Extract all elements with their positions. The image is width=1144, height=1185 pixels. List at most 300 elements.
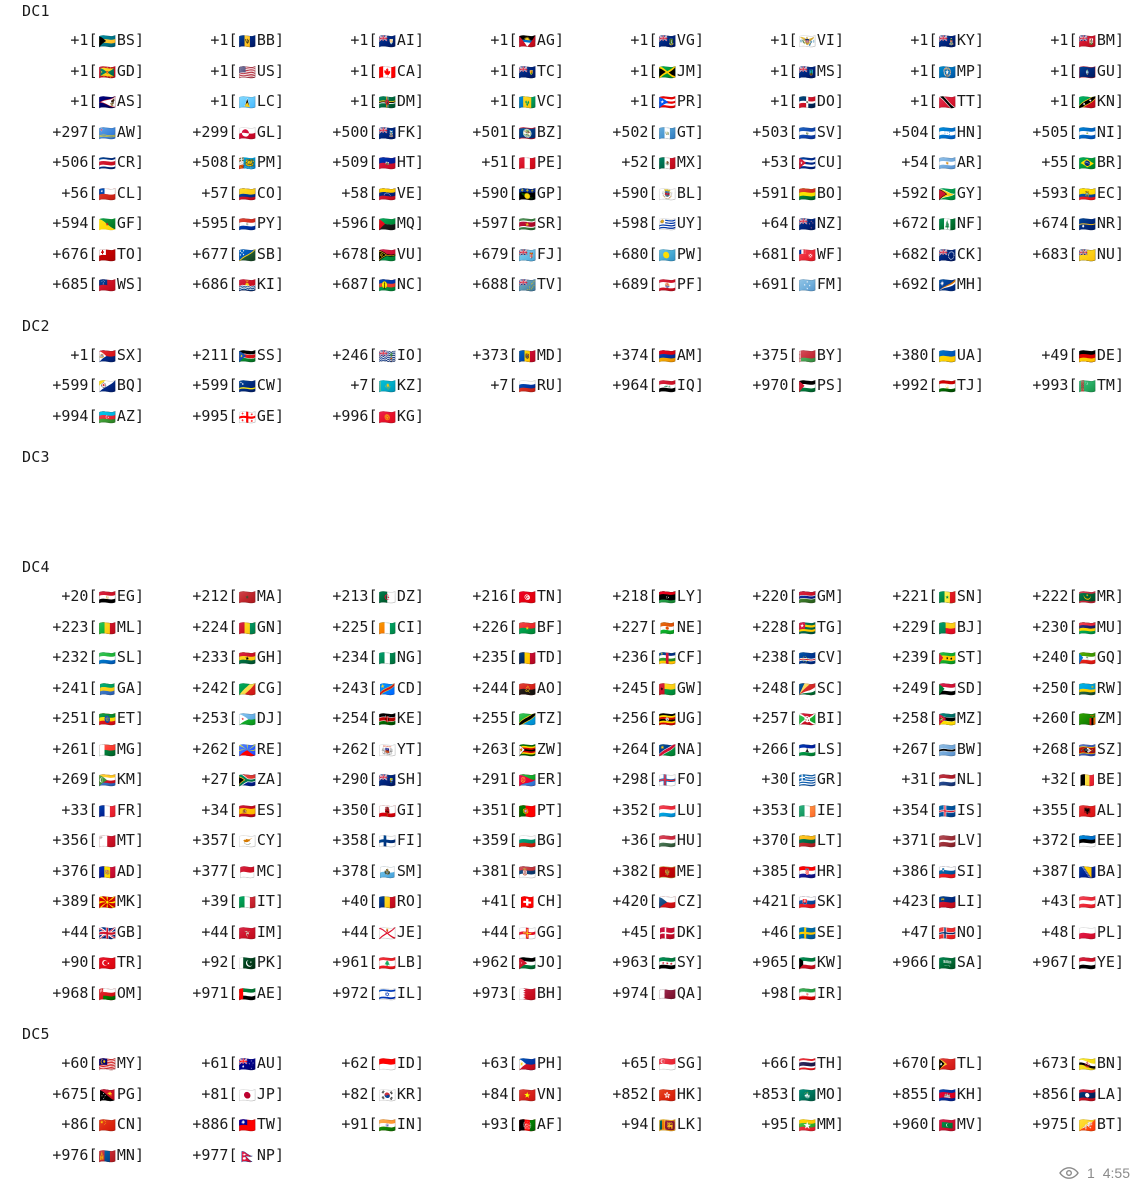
country-code-entry[interactable] — [582, 1110, 722, 1141]
country-code-entry[interactable] — [302, 1110, 442, 1141]
country-code-entry[interactable] — [162, 796, 302, 827]
bracket-open: [ — [368, 153, 378, 171]
bracket-open: [ — [508, 587, 518, 605]
country-code-entry[interactable] — [862, 240, 1002, 271]
country-code-entry[interactable] — [162, 341, 302, 372]
country-code-entry[interactable] — [302, 643, 442, 674]
country-code-entry[interactable] — [302, 371, 442, 402]
country-code-entry[interactable] — [22, 118, 162, 149]
country-code-entry[interactable] — [302, 1049, 442, 1080]
bracket-close: ] — [274, 92, 284, 110]
country-code-entry[interactable] — [582, 735, 722, 766]
bracket-open: [ — [88, 275, 98, 293]
bracket-close: ] — [694, 122, 704, 141]
country-code-entry[interactable] — [582, 87, 722, 118]
country-code-entry[interactable] — [722, 87, 862, 118]
country-code-entry[interactable] — [1002, 735, 1142, 766]
country-code-entry[interactable] — [22, 796, 162, 827]
country-code-entry[interactable] — [862, 918, 1002, 949]
view-count: 1 — [1086, 1165, 1095, 1181]
country-code-entry[interactable] — [862, 179, 1002, 210]
country-iso-code: YE — [1096, 953, 1115, 971]
country-code-entry[interactable] — [22, 918, 162, 949]
country-code-entry[interactable] — [162, 209, 302, 240]
bracket-close: ] — [414, 892, 424, 910]
bracket-open: [ — [648, 153, 658, 171]
country-code-entry[interactable] — [22, 704, 162, 735]
country-code-entry[interactable] — [302, 582, 442, 613]
country-code-entry[interactable] — [302, 796, 442, 827]
country-code-entry[interactable] — [862, 613, 1002, 644]
country-code-entry[interactable] — [302, 87, 442, 118]
bracket-open: [ — [228, 800, 238, 819]
country-code-entry[interactable] — [862, 270, 1002, 301]
country-code-entry[interactable] — [722, 240, 862, 271]
country-code-entry[interactable] — [442, 1049, 582, 1080]
country-iso-code: FO — [676, 770, 695, 788]
country-code-entry[interactable] — [862, 582, 1002, 613]
bracket-open: [ — [788, 861, 798, 880]
country-code-entry[interactable] — [442, 887, 582, 918]
country-code-entry[interactable] — [162, 735, 302, 766]
country-code-entry[interactable] — [1002, 826, 1142, 857]
country-flag-icon: 🇸🇱 — [98, 651, 116, 667]
country-code-entry[interactable] — [1002, 643, 1142, 674]
country-code-entry[interactable] — [302, 674, 442, 705]
country-code-entry[interactable] — [442, 118, 582, 149]
country-code-entry[interactable] — [582, 826, 722, 857]
country-code-entry[interactable] — [582, 371, 722, 402]
country-code-entry[interactable] — [1002, 371, 1142, 402]
country-code-entry[interactable] — [582, 240, 722, 271]
country-code-entry[interactable] — [862, 765, 1002, 796]
country-iso-code: MM — [816, 1115, 835, 1133]
country-code-entry[interactable] — [582, 341, 722, 372]
country-code-entry[interactable] — [1002, 582, 1142, 613]
country-code-entry[interactable] — [162, 643, 302, 674]
country-code-entry[interactable] — [1002, 1110, 1142, 1141]
country-iso-code: SK — [816, 892, 835, 910]
country-code-entry[interactable] — [162, 704, 302, 735]
country-code-entry[interactable] — [862, 735, 1002, 766]
country-code-entry[interactable] — [302, 704, 442, 735]
country-code-entry[interactable] — [162, 1080, 302, 1111]
country-code-entry[interactable] — [442, 948, 582, 979]
bracket-close: ] — [554, 1054, 564, 1072]
bracket-open: [ — [788, 953, 798, 971]
country-iso-code: SI — [956, 861, 975, 880]
country-code-entry[interactable] — [582, 674, 722, 705]
country-flag-icon: 🇦🇴 — [518, 681, 536, 698]
country-code-entry[interactable] — [862, 796, 1002, 827]
country-code-entry[interactable] — [862, 57, 1002, 88]
country-code-entry[interactable] — [1002, 240, 1142, 271]
country-code-entry[interactable] — [582, 179, 722, 210]
country-code-entry[interactable] — [162, 674, 302, 705]
country-code-entry[interactable] — [442, 148, 582, 179]
country-code-entry[interactable] — [22, 148, 162, 179]
bracket-open: [ — [88, 1115, 98, 1133]
dc-group-title: DC1 — [22, 2, 50, 20]
country-code-entry[interactable] — [1002, 796, 1142, 827]
country-code-entry[interactable] — [22, 1110, 162, 1141]
country-code-entry[interactable] — [722, 148, 862, 179]
country-code-entry[interactable] — [582, 979, 722, 1010]
country-code-entry[interactable] — [22, 887, 162, 918]
country-code-entry[interactable] — [162, 582, 302, 613]
country-code-entry[interactable] — [162, 87, 302, 118]
country-code-entry[interactable] — [722, 613, 862, 644]
dial-code: +377 — [192, 861, 229, 880]
country-code-entry[interactable] — [862, 857, 1002, 888]
country-code-entry[interactable] — [722, 341, 862, 372]
country-code-entry[interactable] — [442, 341, 582, 372]
country-code-entry[interactable] — [442, 857, 582, 888]
country-code-entry[interactable] — [722, 371, 862, 402]
country-code-entry[interactable] — [442, 765, 582, 796]
country-code-entry[interactable] — [1002, 765, 1142, 796]
country-code-entry[interactable] — [302, 735, 442, 766]
country-code-entry[interactable] — [302, 148, 442, 179]
country-code-entry[interactable] — [162, 765, 302, 796]
country-code-entry[interactable] — [22, 735, 162, 766]
bracket-open: [ — [228, 275, 238, 293]
country-code-entry[interactable] — [442, 87, 582, 118]
country-code-entry[interactable] — [302, 240, 442, 271]
bracket-open: [ — [88, 244, 98, 263]
country-code-entry[interactable] — [442, 209, 582, 240]
country-code-entry[interactable] — [722, 26, 862, 57]
country-code-entry[interactable] — [1002, 613, 1142, 644]
country-code-entry[interactable] — [582, 704, 722, 735]
bracket-open: [ — [508, 214, 518, 232]
country-flag-icon: 🇪🇬 — [98, 590, 116, 606]
country-flag-icon: 🇧🇳 — [1078, 1057, 1096, 1073]
bracket-close: ] — [274, 983, 284, 1002]
dial-code: +370 — [752, 831, 789, 849]
country-code-entry[interactable] — [442, 704, 582, 735]
country-code-entry[interactable] — [22, 948, 162, 979]
country-code-entry[interactable] — [722, 765, 862, 796]
country-code-entry[interactable] — [582, 948, 722, 979]
country-code-entry[interactable] — [162, 240, 302, 271]
country-code-entry[interactable] — [722, 857, 862, 888]
dial-code: +86 — [61, 1115, 89, 1133]
country-code-entry[interactable] — [582, 582, 722, 613]
country-code-entry[interactable] — [22, 341, 162, 372]
country-code-entry[interactable] — [162, 826, 302, 857]
bracket-open: [ — [788, 1054, 798, 1072]
country-code-entry[interactable] — [442, 979, 582, 1010]
country-code-entry[interactable] — [442, 270, 582, 301]
country-code-entry[interactable] — [862, 887, 1002, 918]
country-code-entry[interactable] — [1002, 1049, 1142, 1080]
dial-code: +1 — [350, 31, 369, 49]
country-code-entry[interactable] — [1002, 179, 1142, 210]
country-code-entry[interactable] — [722, 179, 862, 210]
country-code-entry[interactable] — [722, 270, 862, 301]
country-code-entry[interactable] — [22, 1049, 162, 1080]
country-code-entry[interactable] — [442, 674, 582, 705]
dial-code: +82 — [341, 1084, 369, 1103]
country-code-entry[interactable] — [862, 26, 1002, 57]
country-code-entry[interactable] — [162, 857, 302, 888]
dial-code: +251 — [52, 709, 89, 727]
country-code-entry[interactable] — [162, 402, 302, 433]
country-code-entry[interactable] — [1002, 87, 1142, 118]
dial-code: +359 — [472, 831, 509, 849]
country-code-entry[interactable] — [1002, 704, 1142, 735]
country-code-entry[interactable] — [22, 979, 162, 1010]
country-code-entry[interactable] — [582, 613, 722, 644]
country-code-entry[interactable] — [1002, 918, 1142, 949]
country-code-entry[interactable] — [302, 57, 442, 88]
country-code-entry[interactable] — [302, 613, 442, 644]
country-code-entry[interactable] — [302, 857, 442, 888]
country-iso-code: SG — [676, 1054, 695, 1072]
country-code-entry[interactable] — [22, 371, 162, 402]
country-code-entry[interactable] — [582, 796, 722, 827]
country-code-entry[interactable] — [582, 643, 722, 674]
bracket-close: ] — [694, 709, 704, 727]
country-code-entry[interactable] — [1002, 887, 1142, 918]
country-code-entry[interactable] — [162, 179, 302, 210]
country-code-entry[interactable] — [862, 118, 1002, 149]
country-code-entry[interactable] — [442, 735, 582, 766]
country-code-entry[interactable] — [722, 704, 862, 735]
country-code-entry[interactable] — [302, 341, 442, 372]
country-code-entry[interactable] — [1002, 857, 1142, 888]
country-code-entry[interactable] — [302, 26, 442, 57]
country-code-entry[interactable] — [302, 887, 442, 918]
country-iso-code: GL — [256, 122, 275, 141]
country-code-entry[interactable] — [582, 148, 722, 179]
country-code-entry[interactable] — [162, 270, 302, 301]
country-flag-icon: 🇬🇳 — [238, 620, 256, 637]
country-code-entry[interactable] — [862, 209, 1002, 240]
country-code-entry[interactable] — [862, 643, 1002, 674]
bracket-close: ] — [974, 345, 984, 364]
country-code-entry[interactable] — [162, 887, 302, 918]
bracket-close: ] — [134, 922, 144, 941]
country-code-entry[interactable] — [22, 674, 162, 705]
bracket-open: [ — [508, 345, 518, 364]
country-code-entry[interactable] — [722, 1080, 862, 1111]
country-iso-code: IL — [396, 983, 415, 1002]
country-code-entry[interactable] — [22, 26, 162, 57]
country-flag-icon: 🇧🇭 — [518, 986, 536, 1003]
country-code-entry[interactable] — [582, 857, 722, 888]
bracket-close: ] — [134, 61, 144, 80]
country-code-entry[interactable] — [302, 948, 442, 979]
country-code-entry[interactable] — [302, 1080, 442, 1111]
dial-code: +681 — [752, 244, 789, 263]
country-code-entry[interactable] — [862, 148, 1002, 179]
country-code-entry[interactable] — [302, 826, 442, 857]
country-code-entry[interactable] — [442, 643, 582, 674]
country-code-entry[interactable] — [862, 341, 1002, 372]
country-code-entry[interactable] — [302, 979, 442, 1010]
country-code-entry[interactable] — [722, 979, 862, 1010]
country-code-entry[interactable] — [582, 1049, 722, 1080]
bracket-open: [ — [88, 376, 98, 394]
country-code-entry[interactable] — [22, 87, 162, 118]
country-code-entry[interactable] — [302, 179, 442, 210]
country-code-entry[interactable] — [722, 796, 862, 827]
country-iso-code: PH — [536, 1054, 555, 1072]
country-code-entry[interactable] — [582, 270, 722, 301]
bracket-close: ] — [1114, 892, 1124, 910]
bracket-close: ] — [694, 1054, 704, 1072]
country-code-entry[interactable] — [162, 613, 302, 644]
bracket-close: ] — [974, 1084, 984, 1103]
country-code-entry[interactable] — [722, 582, 862, 613]
country-code-entry[interactable] — [722, 674, 862, 705]
country-code-entry[interactable] — [162, 57, 302, 88]
country-flag-icon: 🇦🇱 — [1078, 803, 1096, 820]
bracket-open: [ — [1068, 345, 1078, 364]
bracket-open: [ — [228, 214, 238, 232]
country-code-entry[interactable] — [442, 1080, 582, 1111]
country-code-entry[interactable] — [722, 948, 862, 979]
country-code-entry[interactable] — [1002, 118, 1142, 149]
country-code-entry[interactable] — [862, 674, 1002, 705]
country-code-entry[interactable] — [22, 270, 162, 301]
country-flag-icon: 🇸🇪 — [798, 925, 816, 942]
bracket-open: [ — [88, 587, 98, 605]
country-code-entry[interactable] — [162, 948, 302, 979]
country-code-entry[interactable] — [1002, 209, 1142, 240]
bracket-open: [ — [788, 1084, 798, 1103]
dial-code: +961 — [332, 953, 369, 971]
country-code-entry[interactable] — [22, 765, 162, 796]
country-code-entry[interactable] — [22, 209, 162, 240]
country-code-entry[interactable] — [582, 887, 722, 918]
country-code-entry[interactable] — [22, 1080, 162, 1111]
country-code-entry[interactable] — [22, 582, 162, 613]
dial-code: +1 — [70, 31, 89, 49]
country-code-entry[interactable] — [722, 1049, 862, 1080]
country-code-entry[interactable] — [162, 1141, 302, 1172]
country-code-entry[interactable] — [302, 765, 442, 796]
country-code-entry[interactable] — [722, 57, 862, 88]
country-code-entry[interactable] — [302, 918, 442, 949]
country-code-entry[interactable] — [862, 371, 1002, 402]
country-flag-icon: 🇳🇴 — [938, 925, 956, 942]
bracket-close: ] — [834, 183, 844, 202]
country-code-entry[interactable] — [442, 918, 582, 949]
country-code-entry[interactable] — [862, 1049, 1002, 1080]
country-code-entry[interactable] — [302, 270, 442, 301]
country-code-entry[interactable] — [1002, 1080, 1142, 1111]
country-flag-icon: 🇩🇯 — [238, 712, 256, 728]
bracket-open: [ — [1068, 587, 1078, 605]
country-code-entry[interactable] — [22, 1141, 162, 1172]
country-code-entry[interactable] — [722, 735, 862, 766]
country-code-entry[interactable] — [862, 1080, 1002, 1111]
dial-code: +590 — [472, 183, 509, 202]
country-code-entry[interactable] — [722, 918, 862, 949]
country-code-entry[interactable] — [1002, 148, 1142, 179]
bracket-close: ] — [554, 709, 564, 727]
country-code-entry[interactable] — [442, 26, 582, 57]
country-code-entry[interactable] — [162, 118, 302, 149]
country-code-entry[interactable] — [722, 887, 862, 918]
bracket-close: ] — [1114, 345, 1124, 364]
dial-code: +58 — [341, 183, 369, 202]
country-code-entry[interactable] — [22, 826, 162, 857]
country-code-entry[interactable] — [162, 148, 302, 179]
country-code-entry[interactable] — [22, 240, 162, 271]
dial-code: +381 — [472, 861, 509, 880]
country-code-entry[interactable] — [1002, 948, 1142, 979]
country-code-entry[interactable] — [582, 209, 722, 240]
country-code-entry[interactable] — [442, 57, 582, 88]
country-code-entry[interactable] — [722, 209, 862, 240]
country-flag-icon: 🇸🇬 — [658, 1057, 676, 1073]
country-code-entry[interactable] — [22, 643, 162, 674]
country-code-entry[interactable] — [862, 87, 1002, 118]
country-code-entry[interactable] — [862, 826, 1002, 857]
country-code-entry[interactable] — [162, 1110, 302, 1141]
country-code-entry[interactable] — [442, 371, 582, 402]
country-code-entry[interactable] — [582, 118, 722, 149]
country-code-entry[interactable] — [862, 948, 1002, 979]
country-code-entry[interactable] — [582, 26, 722, 57]
country-code-entry[interactable] — [302, 402, 442, 433]
country-code-entry[interactable] — [442, 240, 582, 271]
country-code-entry[interactable] — [862, 1110, 1002, 1141]
country-code-entry[interactable] — [582, 1080, 722, 1111]
country-code-entry[interactable] — [442, 179, 582, 210]
country-flag-icon: 🇦🇪 — [238, 986, 256, 1003]
country-code-entry[interactable] — [442, 796, 582, 827]
country-code-entry[interactable] — [162, 979, 302, 1010]
country-code-entry[interactable] — [442, 613, 582, 644]
country-flag-icon: 🇧🇦 — [1078, 864, 1096, 881]
country-code-entry[interactable] — [1002, 26, 1142, 57]
country-code-entry[interactable] — [442, 1110, 582, 1141]
country-code-entry[interactable] — [1002, 341, 1142, 372]
country-code-entry[interactable] — [162, 1049, 302, 1080]
country-code-entry[interactable] — [862, 704, 1002, 735]
dial-code: +674 — [1032, 214, 1069, 232]
country-code-entry[interactable] — [22, 857, 162, 888]
country-code-entry[interactable] — [582, 765, 722, 796]
country-code-entry[interactable] — [22, 57, 162, 88]
country-code-entry[interactable] — [442, 582, 582, 613]
country-code-entry[interactable] — [722, 118, 862, 149]
country-iso-code: AF — [536, 1115, 555, 1133]
country-code-entry[interactable] — [722, 643, 862, 674]
country-code-entry[interactable] — [442, 826, 582, 857]
country-code-entry[interactable] — [162, 26, 302, 57]
country-code-entry[interactable] — [582, 918, 722, 949]
country-code-entry[interactable] — [302, 118, 442, 149]
country-code-entry[interactable] — [162, 918, 302, 949]
country-code-entry[interactable] — [1002, 57, 1142, 88]
country-code-entry[interactable] — [22, 613, 162, 644]
country-code-entry[interactable] — [22, 402, 162, 433]
country-code-entry[interactable] — [582, 57, 722, 88]
country-code-entry[interactable] — [302, 209, 442, 240]
bracket-close: ] — [134, 861, 144, 880]
country-code-entry[interactable] — [1002, 674, 1142, 705]
country-code-entry[interactable] — [22, 179, 162, 210]
country-code-entry[interactable] — [722, 826, 862, 857]
country-code-entry[interactable] — [162, 371, 302, 402]
country-code-entry[interactable] — [722, 1110, 862, 1141]
